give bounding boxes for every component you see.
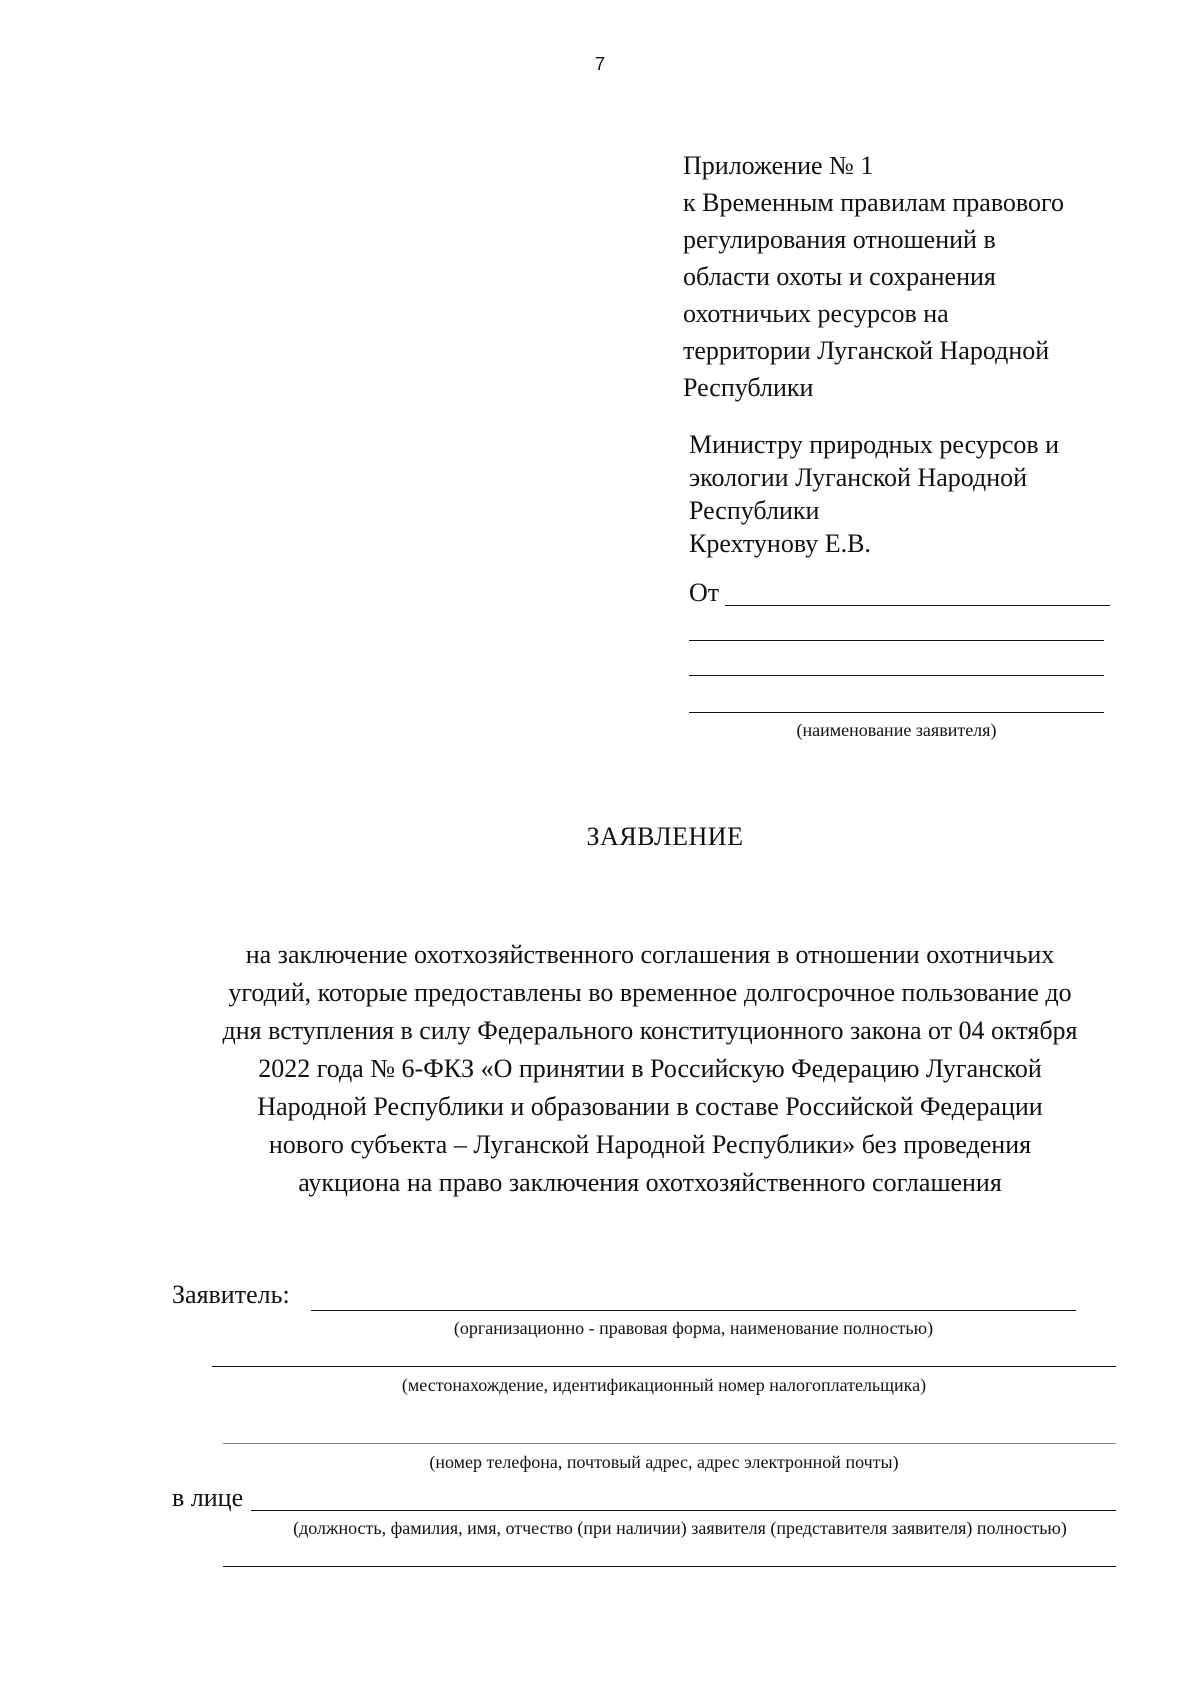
addressee-line: Министру природных ресурсов и bbox=[689, 430, 1060, 459]
subject-line: аукциона на право заключения охотхозяйственного соглашения bbox=[298, 1168, 1002, 1197]
from-label: От bbox=[689, 578, 720, 607]
document-title: ЗАЯВЛЕНИЕ bbox=[586, 822, 744, 851]
appendix-line: регулирования отношений в bbox=[683, 225, 996, 254]
subject-line: нового субъекта – Луганской Народной Республики» без проведения bbox=[268, 1130, 1032, 1159]
from-fill-line-1[interactable] bbox=[725, 605, 1110, 606]
location-caption: (местонахождение, идентификационный номер налогоплательщика) bbox=[401, 1375, 927, 1395]
location-fill-line[interactable] bbox=[212, 1366, 1116, 1367]
from-fill-line-4[interactable] bbox=[689, 712, 1104, 713]
application-subject bbox=[170, 936, 1130, 1202]
applicant-label: Заявитель: bbox=[172, 1280, 290, 1309]
appendix-line: охотничьих ресурсов на bbox=[683, 299, 949, 328]
addressee-name: Крехтунову Е.В. bbox=[689, 529, 871, 558]
page-number: 7 bbox=[594, 54, 605, 74]
appendix-line: территории Луганской Народной bbox=[683, 336, 1050, 365]
contacts-caption: (номер телефона, почтовый адрес, адрес электронной почты) bbox=[429, 1452, 899, 1472]
representative-extra-line[interactable] bbox=[223, 1566, 1116, 1567]
addressee-line: Республики bbox=[689, 496, 820, 525]
representative-fill-line[interactable] bbox=[251, 1510, 1116, 1511]
org-form-caption: (организационно - правовая форма, наименование полностью) bbox=[453, 1318, 934, 1338]
appendix-line: Приложение № 1 bbox=[683, 151, 874, 180]
subject-line: дня вступления в силу Федерального конституционного закона от 04 октября bbox=[222, 1016, 1078, 1045]
subject-line: на заключение охотхозяйственного соглашения в отношении охотничьих bbox=[245, 940, 1055, 969]
appendix-reference bbox=[683, 147, 1143, 406]
appendix-line: Республики bbox=[683, 373, 814, 402]
addressee-block bbox=[689, 428, 1129, 560]
applicant-name-caption: (наименование заявителя) bbox=[796, 720, 997, 740]
representative-caption: (должность, фамилия, имя, отчество (при наличии) заявителя (представителя заявителя) полностью) bbox=[293, 1518, 1067, 1538]
appendix-line: области охоты и сохранения bbox=[683, 262, 996, 291]
subject-line: угодий, которые предоставлены во временное долгосрочное пользование до bbox=[228, 978, 1072, 1007]
subject-line: 2022 года № 6-ФКЗ «О принятии в Российскую Федерацию Луганской bbox=[258, 1054, 1042, 1083]
represented-by-label: в лице bbox=[172, 1483, 244, 1512]
applicant-fill-line[interactable] bbox=[311, 1310, 1076, 1311]
from-fill-line-2[interactable] bbox=[689, 640, 1104, 641]
subject-line: Народной Республики и образовании в составе Российской Федерации bbox=[257, 1092, 1043, 1121]
appendix-line: к Временным правилам правового bbox=[683, 188, 1065, 217]
addressee-line: экологии Луганской Народной bbox=[689, 463, 1028, 492]
contacts-fill-line[interactable] bbox=[223, 1443, 1116, 1444]
from-fill-line-3[interactable] bbox=[689, 675, 1104, 676]
